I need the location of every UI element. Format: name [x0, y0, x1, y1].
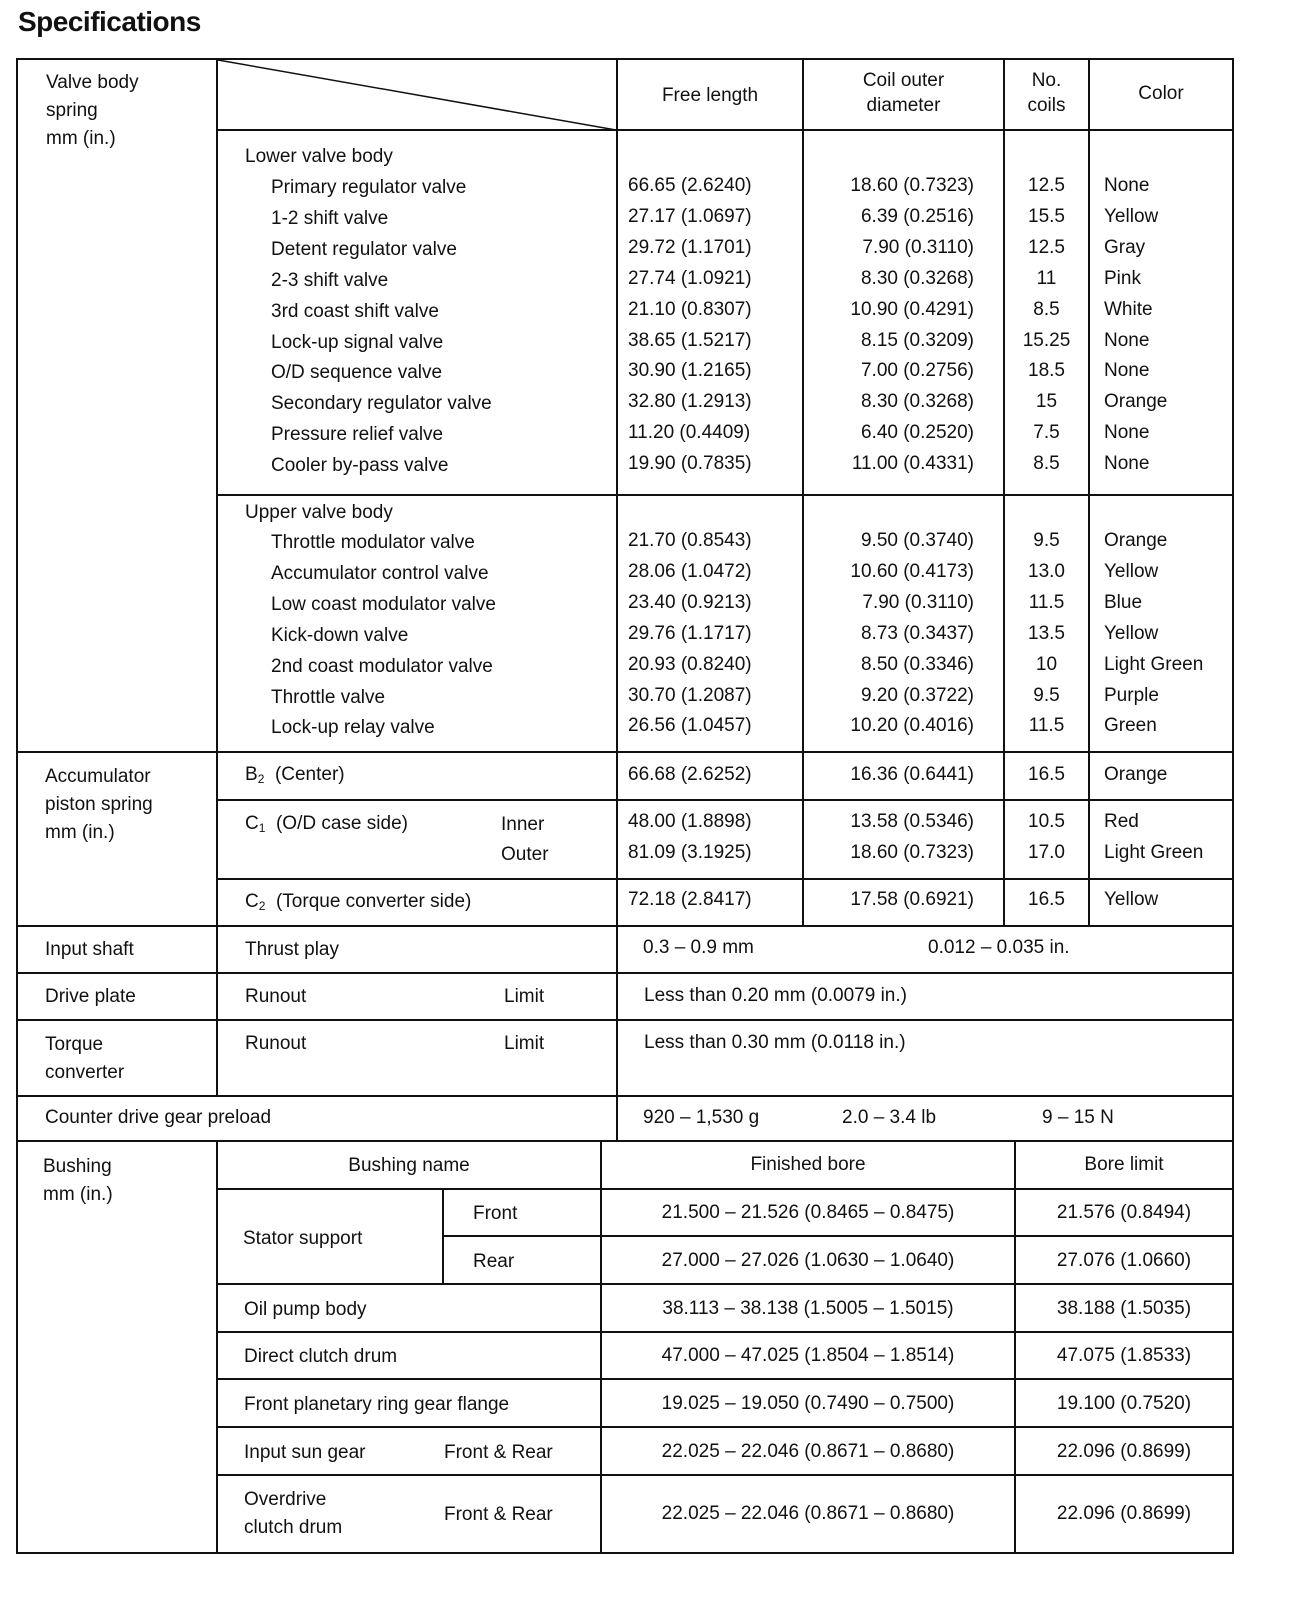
- spring-row-color: None: [1104, 175, 1150, 196]
- spring-row-free: 29.76 (1.1717): [628, 622, 752, 644]
- spring-row-name: Accumulator control valve: [271, 562, 489, 584]
- spring-row-free: 23.40 (0.9213): [628, 591, 752, 613]
- spring-row-diam: 6.39 (0.2516): [860, 205, 974, 227]
- bushing-input-sun-pos: Front & Rear: [444, 1442, 553, 1463]
- spring-row-coils: 15: [1035, 391, 1058, 413]
- spring-row-name: Throttle modulator valve: [271, 532, 475, 553]
- section-label-accumulator: Accumulator piston spring mm (in.): [45, 766, 153, 843]
- divider: [216, 1378, 1234, 1380]
- header-bushing-name: Bushing name: [348, 1155, 470, 1176]
- spring-row-diam: 7.90 (0.3110): [862, 591, 974, 613]
- spring-row-diam: 10.60 (0.4173): [850, 560, 974, 582]
- spring-row-coils: 13.0: [1028, 560, 1065, 582]
- spring-row-coils: 8.5: [1033, 298, 1060, 320]
- section-label-bushing: Bushing mm (in.): [43, 1156, 113, 1205]
- accumulator-c1-inner-color: Red: [1104, 811, 1139, 832]
- drive-plate-value: Less than 0.20 mm (0.0079 in.): [644, 985, 907, 1006]
- spring-row-diam: 11.00 (0.4331): [851, 453, 974, 475]
- divider: [216, 494, 1234, 496]
- spring-row-name: Kick-down valve: [271, 624, 409, 646]
- header-finished-bore: Finished bore: [750, 1154, 866, 1175]
- accumulator-b2-label: $B_2$ (Center): [245, 764, 345, 786]
- spring-row-coils: 9.5: [1033, 684, 1060, 706]
- torque-converter-item: Runout: [245, 1033, 307, 1054]
- accumulator-c1-inner-diam: 13.58 (0.5346): [850, 811, 974, 832]
- divider: [216, 1331, 1234, 1333]
- accumulator-b2-diam: 16.36 (0.6441): [850, 764, 974, 785]
- spring-row-coils: 7.5: [1033, 422, 1060, 444]
- spring-row-color: Green: [1104, 715, 1157, 737]
- spring-row-color: White: [1104, 298, 1153, 320]
- section-label-input-shaft: Input shaft: [45, 939, 134, 960]
- spring-row-name: 1-2 shift valve: [271, 207, 389, 229]
- table-border-bottom: [16, 1552, 1234, 1554]
- accumulator-b2-coils: 16.5: [1028, 764, 1065, 785]
- divider: [16, 1019, 1234, 1021]
- spring-row-color: Yellow: [1104, 560, 1159, 582]
- accumulator-c2-color: Yellow: [1104, 889, 1159, 910]
- section-label-drive-plate: Drive plate: [45, 986, 136, 1007]
- spring-row-color: Orange: [1104, 391, 1168, 413]
- spring-row-coils: 12.5: [1028, 175, 1065, 196]
- bushing-oil-pump-finished: 38.113 – 38.138 (1.5005 – 1.5015): [662, 1298, 954, 1319]
- spring-row-color: Orange: [1104, 530, 1168, 551]
- spring-row-name: Cooler by-pass valve: [271, 455, 449, 477]
- spring-row-coils: 18.5: [1028, 360, 1065, 382]
- input-shaft-in: 0.012 – 0.035 in.: [928, 937, 1070, 958]
- spring-row-name: 2nd coast modulator valve: [271, 655, 493, 677]
- spring-row-diam: 6.40 (0.2520): [860, 422, 974, 444]
- spring-row-color: Pink: [1104, 267, 1141, 289]
- input-shaft-item: Thrust play: [245, 939, 339, 960]
- spring-row-coils: 12.5: [1028, 236, 1065, 258]
- header-diagonal: [216, 58, 618, 132]
- spring-row-free: 11.20 (0.4409): [628, 422, 751, 444]
- accumulator-c1-outer-label: Outer: [501, 844, 549, 865]
- spring-row-coils: 8.5: [1033, 453, 1060, 475]
- bushing-stator-rear-finished: 27.000 – 27.026 (1.0630 – 1.0640): [661, 1250, 955, 1271]
- spring-row-name: Low coast modulator valve: [271, 593, 496, 615]
- bushing-stator-name: Stator support: [243, 1228, 363, 1249]
- spring-row-free: 21.10 (0.8307): [628, 298, 752, 320]
- spring-row-coils: 11.5: [1028, 591, 1065, 613]
- bushing-overdrive-finished: 22.025 – 22.046 (0.8671 – 0.8680): [661, 1503, 955, 1524]
- spring-row-diam: 8.30 (0.3268): [860, 391, 974, 413]
- accumulator-c2-coils: 16.5: [1028, 889, 1065, 910]
- torque-converter-limit: Limit: [504, 1033, 545, 1054]
- divider: [216, 1426, 1234, 1428]
- spring-row-diam: 7.00 (0.2756): [860, 360, 974, 382]
- drive-plate-item: Runout: [245, 986, 307, 1007]
- bushing-oil-pump-limit: 38.188 (1.5035): [1056, 1298, 1192, 1319]
- accumulator-c1-inner-free: 48.00 (1.8898): [628, 811, 752, 832]
- spring-row-free: 30.90 (1.2165): [628, 360, 752, 382]
- bushing-direct-clutch-name: Direct clutch drum: [244, 1346, 398, 1367]
- subsection-lower-valve-body: Lower valve body: [245, 146, 393, 167]
- spring-row-diam: 10.90 (0.4291): [850, 298, 974, 320]
- spring-row-diam: 9.50 (0.3740): [860, 530, 974, 551]
- spring-row-name: 2-3 shift valve: [271, 269, 389, 291]
- spring-row-free: 29.72 (1.1701): [628, 236, 752, 258]
- subsection-upper-valve-body: Upper valve body: [245, 502, 393, 523]
- divider: [216, 925, 218, 1097]
- accumulator-c1-outer-coils: 17.0: [1028, 842, 1065, 863]
- spring-row-diam: 18.60 (0.7323): [850, 175, 974, 196]
- accumulator-c1-inner-coils: 10.5: [1028, 811, 1065, 832]
- bushing-stator-front-finished: 21.500 – 21.526 (0.8465 – 0.8475): [661, 1202, 955, 1223]
- accumulator-c1-outer-diam: 18.60 (0.7323): [850, 842, 974, 863]
- divider: [1088, 58, 1090, 926]
- spring-row-free: 21.70 (0.8543): [628, 530, 752, 551]
- header-coil-outer-diameter: Coil outer diameter: [862, 70, 945, 116]
- section-label-counter-drive: Counter drive gear preload: [45, 1107, 272, 1128]
- divider: [216, 1188, 1234, 1190]
- bushing-front-planetary-finished: 19.025 – 19.050 (0.7490 – 0.7500): [661, 1393, 955, 1414]
- spring-row-free: 30.70 (1.2087): [628, 684, 752, 706]
- accumulator-b2-free: 66.68 (2.6252): [628, 764, 752, 785]
- header-bore-limit: Bore limit: [1084, 1154, 1164, 1175]
- spring-row-color: Light Green: [1104, 653, 1204, 675]
- bushing-overdrive-name: Overdrive clutch drum: [244, 1489, 343, 1538]
- accumulator-c1-outer-free: 81.09 (3.1925): [628, 842, 752, 863]
- input-shaft-mm: 0.3 – 0.9 mm: [643, 937, 754, 958]
- spring-row-diam: 7.90 (0.3110): [862, 236, 974, 258]
- spring-row-free: 26.56 (1.0457): [628, 715, 752, 737]
- spring-row-color: Yellow: [1104, 205, 1159, 227]
- spring-row-free: 20.93 (0.8240): [628, 653, 752, 675]
- table-border-left: [16, 58, 18, 1554]
- section-label-valve-body: Valve body spring mm (in.): [46, 72, 139, 149]
- accumulator-c2-label: $C_2$ (Torque converter side): [245, 891, 472, 913]
- divider: [616, 58, 618, 926]
- spring-row-name: Primary regulator valve: [271, 177, 467, 198]
- bushing-stator-rear-label: Rear: [473, 1251, 515, 1272]
- bushing-front-planetary-name: Front planetary ring gear flange: [244, 1394, 510, 1415]
- bushing-stator-rear-limit: 27.076 (1.0660): [1056, 1250, 1192, 1271]
- table-border-right: [1232, 58, 1234, 1554]
- page-title: Specifications: [18, 6, 201, 37]
- bushing-front-planetary-limit: 19.100 (0.7520): [1056, 1393, 1192, 1414]
- spring-row-diam: 8.73 (0.3437): [860, 622, 974, 644]
- divider: [16, 925, 1234, 927]
- accumulator-c1-label: $C_1$ (O/D case side): [245, 813, 408, 835]
- header-free-length: Free length: [661, 85, 759, 106]
- spring-row-free: 27.17 (1.0697): [628, 205, 752, 227]
- bushing-stator-front-limit: 21.576 (0.8494): [1056, 1202, 1192, 1223]
- spring-row-coils: 11: [1036, 267, 1057, 289]
- divider: [216, 799, 1234, 801]
- accumulator-c1-inner-label: Inner: [501, 814, 545, 835]
- bushing-oil-pump-name: Oil pump body: [244, 1299, 367, 1320]
- accumulator-c2-free: 72.18 (2.8417): [628, 889, 752, 910]
- header-no-coils: No. coils: [1027, 70, 1066, 116]
- bushing-input-sun-name: Input sun gear: [244, 1442, 366, 1463]
- spring-row-name: Pressure relief valve: [271, 424, 444, 446]
- spring-row-name: Detent regulator valve: [271, 238, 457, 260]
- spring-row-free: 66.65 (2.6240): [628, 175, 752, 196]
- spring-row-diam: 10.20 (0.4016): [850, 715, 974, 737]
- accumulator-c1-outer-color: Light Green: [1104, 842, 1204, 863]
- spring-row-color: Blue: [1104, 591, 1143, 613]
- spring-row-name: Lock-up relay valve: [271, 717, 435, 739]
- spec-table: [16, 58, 1276, 1600]
- spring-row-color: None: [1104, 453, 1150, 475]
- spring-row-diam: 8.15 (0.3209): [860, 329, 974, 351]
- divider: [216, 1140, 218, 1554]
- spring-row-name: 3rd coast shift valve: [271, 300, 439, 322]
- bushing-input-sun-finished: 22.025 – 22.046 (0.8671 – 0.8680): [661, 1441, 955, 1462]
- divider: [216, 58, 218, 926]
- spring-row-name: O/D sequence valve: [271, 362, 443, 384]
- divider: [216, 1283, 1234, 1285]
- spring-row-color: Yellow: [1104, 622, 1159, 644]
- spring-row-name: Lock-up signal valve: [271, 331, 444, 353]
- spring-row-coils: 11.5: [1028, 715, 1065, 737]
- spring-row-free: 38.65 (1.5217): [628, 329, 752, 351]
- bushing-overdrive-limit: 22.096 (0.8699): [1056, 1503, 1192, 1524]
- spring-row-free: 28.06 (1.0472): [628, 560, 752, 582]
- spring-row-coils: 15.25: [1022, 329, 1071, 351]
- spring-row-coils: 15.5: [1028, 205, 1065, 227]
- divider: [16, 1140, 1234, 1142]
- torque-converter-value: Less than 0.30 mm (0.0118 in.): [644, 1032, 906, 1053]
- header-color: Color: [1138, 83, 1184, 104]
- spring-row-diam: 8.30 (0.3268): [860, 267, 974, 289]
- counter-drive-n: 9 – 15 N: [1042, 1107, 1114, 1128]
- spring-row-coils: 10: [1035, 653, 1058, 675]
- section-label-torque-converter: Torque converter: [45, 1034, 125, 1083]
- bushing-input-sun-limit: 22.096 (0.8699): [1056, 1441, 1192, 1462]
- spring-row-color: Gray: [1104, 236, 1146, 258]
- counter-drive-g: 920 – 1,530 g: [643, 1107, 760, 1128]
- bushing-direct-clutch-finished: 47.000 – 47.025 (1.8504 – 1.8514): [661, 1345, 955, 1366]
- spring-row-free: 32.80 (1.2913): [628, 391, 752, 413]
- bushing-stator-front-label: Front: [473, 1203, 518, 1224]
- accumulator-b2-color: Orange: [1104, 764, 1168, 785]
- divider: [216, 1474, 1234, 1476]
- spring-row-diam: 9.20 (0.3722): [860, 684, 974, 706]
- divider: [616, 925, 618, 1142]
- divider: [16, 972, 1234, 974]
- divider: [16, 1095, 1234, 1097]
- divider: [216, 878, 1234, 880]
- spring-row-coils: 13.5: [1028, 622, 1065, 644]
- table-border-top: [16, 58, 1234, 60]
- spring-row-free: 19.90 (0.7835): [628, 453, 752, 475]
- accumulator-c2-diam: 17.58 (0.6921): [850, 889, 974, 910]
- drive-plate-limit: Limit: [504, 986, 545, 1007]
- spring-row-coils: 9.5: [1033, 530, 1060, 551]
- divider: [442, 1235, 1234, 1237]
- bushing-overdrive-pos: Front & Rear: [444, 1504, 553, 1525]
- counter-drive-lb: 2.0 – 3.4 lb: [842, 1107, 937, 1128]
- spring-row-name: Throttle valve: [271, 686, 386, 708]
- bushing-direct-clutch-limit: 47.075 (1.8533): [1056, 1345, 1192, 1366]
- spring-row-free: 27.74 (1.0921): [628, 267, 752, 289]
- spring-row-color: None: [1104, 329, 1150, 351]
- spring-row-name: Secondary regulator valve: [271, 393, 492, 415]
- spring-row-color: Purple: [1104, 684, 1159, 706]
- spring-row-color: None: [1104, 360, 1150, 382]
- divider: [16, 751, 1234, 753]
- spring-row-color: None: [1104, 422, 1150, 444]
- spring-row-diam: 8.50 (0.3346): [860, 653, 974, 675]
